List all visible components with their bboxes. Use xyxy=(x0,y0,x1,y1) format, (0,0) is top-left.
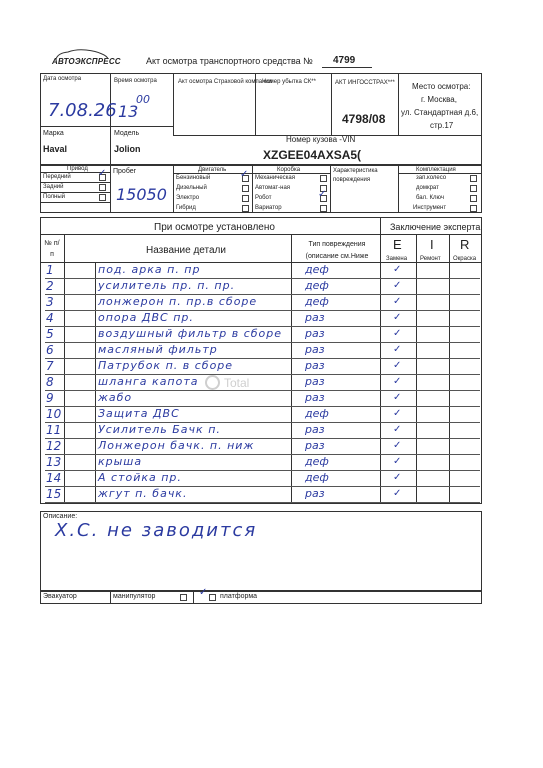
row-part-name: Усилитель Бачк п. xyxy=(98,423,221,436)
row-replace-check: ✓ xyxy=(393,312,402,323)
row-damage-type: раз xyxy=(305,343,325,356)
inspection-place-line-1: г. Москва, xyxy=(421,95,457,104)
brand-value: Haval xyxy=(43,144,68,154)
row-damage-type: раз xyxy=(305,327,325,340)
gearbox-robot-check: ✓ xyxy=(318,189,327,200)
row-part-name: лонжерон п. пр.в сборе xyxy=(98,295,258,308)
gearbox-option-cvt: Вариатор xyxy=(255,205,282,211)
row-replace-check: ✓ xyxy=(393,408,402,419)
platform-check: ✓ xyxy=(199,587,208,598)
row-damage-type: раз xyxy=(305,311,325,324)
row-replace-check: ✓ xyxy=(393,296,402,307)
description-label: Описание: xyxy=(43,513,78,520)
row-part-name: жабо xyxy=(98,391,133,404)
row-part-name: Защита ДВС xyxy=(98,407,180,420)
platform-label: платформа xyxy=(220,593,258,600)
gearbox-cvt-checkbox[interactable] xyxy=(320,205,327,212)
description-value: Х.С. не заводится xyxy=(55,520,258,541)
drive-front-check: ✓ xyxy=(98,168,107,179)
inspection-place-line-3: стр.17 xyxy=(430,121,454,130)
row-damage-type: раз xyxy=(305,423,325,436)
page-title: Акт осмотра транспортного средства № xyxy=(146,56,313,66)
act-number: 4799 xyxy=(333,55,356,66)
mileage-label: Пробег xyxy=(113,168,137,175)
row-number: 15 xyxy=(46,487,62,501)
equipment-option-spare: зап.колесо xyxy=(416,175,447,181)
row-number: 8 xyxy=(46,375,54,389)
gearbox-option-manual: Механическая xyxy=(255,175,296,181)
row-part-name: жгут п. бачк. xyxy=(98,487,188,500)
col-paint-header: R xyxy=(460,237,470,252)
row-replace-check: ✓ xyxy=(393,328,402,339)
row-damage-type: раз xyxy=(305,487,325,500)
inspection-time-value: 13 xyxy=(118,102,139,121)
model-value: Jolion xyxy=(114,144,141,154)
row-replace-check: ✓ xyxy=(393,440,402,451)
row-replace-check: ✓ xyxy=(393,392,402,403)
row-damage-type: деф xyxy=(305,279,329,292)
gearbox-label: Коробка xyxy=(277,167,301,173)
engine-hybrid-checkbox[interactable] xyxy=(242,205,249,212)
row-damage-type: деф xyxy=(305,263,329,276)
model-label: Модель xyxy=(114,130,140,137)
drive-option-front: Передний xyxy=(43,174,71,180)
row-number: 12 xyxy=(46,439,62,453)
row-damage-type: раз xyxy=(305,439,325,452)
inspection-time-minutes: 00 xyxy=(136,93,150,106)
transport-row xyxy=(40,591,482,604)
logo-text: АВТОЭКСПРЕСС xyxy=(52,57,121,66)
gearbox-manual-checkbox[interactable] xyxy=(320,175,327,182)
row-damage-type: деф xyxy=(305,471,329,484)
row-number: 11 xyxy=(46,423,62,437)
row-number: 1 xyxy=(46,263,54,277)
row-number: 2 xyxy=(46,279,54,293)
drive-label: Привод xyxy=(67,166,88,172)
row-damage-type: деф xyxy=(305,455,329,468)
vin-label: Номер кузова -VIN xyxy=(286,135,356,144)
row-part-name: шланга капота xyxy=(98,375,199,388)
platform-checkbox[interactable] xyxy=(209,594,216,601)
row-replace-check: ✓ xyxy=(393,488,402,499)
equipment-tools-checkbox[interactable] xyxy=(470,205,477,212)
row-replace-check: ✓ xyxy=(393,264,402,275)
time-label: Время осмотра xyxy=(114,78,157,84)
row-replace-check: ✓ xyxy=(393,360,402,371)
row-number: 14 xyxy=(46,471,62,485)
row-replace-check: ✓ xyxy=(393,280,402,291)
engine-option-diesel: Дизельный xyxy=(176,185,207,191)
inspection-date-value: 7.08.26 xyxy=(48,100,117,121)
engine-label: Двигатель xyxy=(198,167,227,173)
engine-option-hybrid: Гибрид xyxy=(176,205,196,211)
drive-option-awd: Полный xyxy=(43,194,65,200)
row-damage-type: деф xyxy=(305,295,329,308)
ingos-act-label: АКТ ИНГОССТРАХ*** xyxy=(335,80,395,86)
company-logo xyxy=(52,48,121,68)
col-replace-sub: Замена xyxy=(386,256,408,262)
row-number: 6 xyxy=(46,343,54,357)
row-part-name: масляный фильтр xyxy=(98,343,218,356)
sk-act-label: Акт осмотра Страховой компании xyxy=(178,79,273,85)
equipment-spare-checkbox[interactable] xyxy=(470,175,477,182)
engine-option-electric: Электро xyxy=(176,195,200,201)
brand-label: Марка xyxy=(43,130,64,137)
row-damage-type: деф xyxy=(305,407,329,420)
row-part-name: Патрубок п. в сборе xyxy=(98,359,234,372)
row-part-name: под. арка п. пр xyxy=(98,263,201,276)
row-replace-check: ✓ xyxy=(393,424,402,435)
damage-characteristic-label: Характеристика повреждения xyxy=(333,168,378,183)
engine-option-petrol: Бензиновый xyxy=(176,175,211,181)
row-number: 10 xyxy=(46,407,62,421)
col-replace-header: E xyxy=(393,237,402,252)
col-name-header: Название детали xyxy=(146,245,226,256)
row-damage-type: раз xyxy=(305,375,325,388)
row-part-name: крыша xyxy=(98,455,143,468)
row-number: 13 xyxy=(46,455,62,469)
col-number-header: № п/п xyxy=(44,240,60,258)
mileage-value: 15050 xyxy=(116,185,167,204)
equipment-jack-checkbox[interactable] xyxy=(470,185,477,192)
equipment-wrench-checkbox[interactable] xyxy=(470,195,477,202)
row-number: 9 xyxy=(46,391,54,405)
equipment-option-wrench: бал. Ключ xyxy=(416,195,444,201)
section-title: При осмотре установлено xyxy=(154,222,275,233)
col-repair-sub: Ремонт xyxy=(420,256,441,262)
expert-title: Заключение эксперта xyxy=(390,222,481,232)
ingos-number-value: 4798/08 xyxy=(342,112,386,126)
row-number: 4 xyxy=(46,311,54,325)
inspection-place-label: Место осмотра: xyxy=(412,82,471,91)
row-replace-check: ✓ xyxy=(393,376,402,387)
watermark-text: Total xyxy=(224,375,250,390)
date-label: Дата осмотра xyxy=(43,76,82,82)
row-number: 7 xyxy=(46,359,54,373)
equipment-option-tools: Инструмент xyxy=(413,205,447,211)
drive-option-rear: Задний xyxy=(43,184,64,190)
engine-petrol-check: ✓ xyxy=(240,169,249,180)
inspection-place-line-2: ул. Стандартная д.6, xyxy=(401,108,479,117)
manipulator-label: манипулятор xyxy=(113,593,156,600)
row-replace-check: ✓ xyxy=(393,456,402,467)
loss-number-label: Номер убытка СК** xyxy=(262,79,316,85)
equipment-label: Комплектация xyxy=(416,167,456,173)
row-replace-check: ✓ xyxy=(393,344,402,355)
equipment-option-jack: домкрат xyxy=(416,185,439,191)
drive-awd-checkbox[interactable] xyxy=(99,194,106,201)
row-part-name: Лонжерон бачк. п. ниж xyxy=(98,439,255,452)
drive-rear-checkbox[interactable] xyxy=(99,184,106,191)
row-part-name: усилитель пр. п. пр. xyxy=(98,279,236,292)
col-paint-sub: Окраска xyxy=(453,256,477,262)
col-damage-header: Тип повреждения (описание см.Ниже xyxy=(305,241,369,260)
engine-diesel-checkbox[interactable] xyxy=(242,185,249,192)
col-repair-header: I xyxy=(430,237,434,252)
row-part-name: опора ДВС пр. xyxy=(98,311,194,324)
watermark xyxy=(205,375,249,390)
row-part-name: воздушный фильтр в сборе xyxy=(98,327,283,340)
evacuator-label: Эвакуатор xyxy=(43,593,77,600)
vin-value: XZGEE04AXSA5( xyxy=(263,148,362,162)
row-number: 3 xyxy=(46,295,54,309)
row-part-name: А стойка пр. xyxy=(98,471,182,484)
row-replace-check: ✓ xyxy=(393,472,402,483)
gearbox-option-robot: Робот xyxy=(255,195,272,201)
engine-electric-checkbox[interactable] xyxy=(242,195,249,202)
row-separator xyxy=(45,502,480,503)
row-damage-type: раз xyxy=(305,391,325,404)
watermark-wheel-icon xyxy=(205,375,220,390)
manipulator-checkbox[interactable] xyxy=(180,594,187,601)
gearbox-option-auto: Автомат-ная xyxy=(255,185,291,191)
row-damage-type: раз xyxy=(305,359,325,372)
row-number: 5 xyxy=(46,327,54,341)
